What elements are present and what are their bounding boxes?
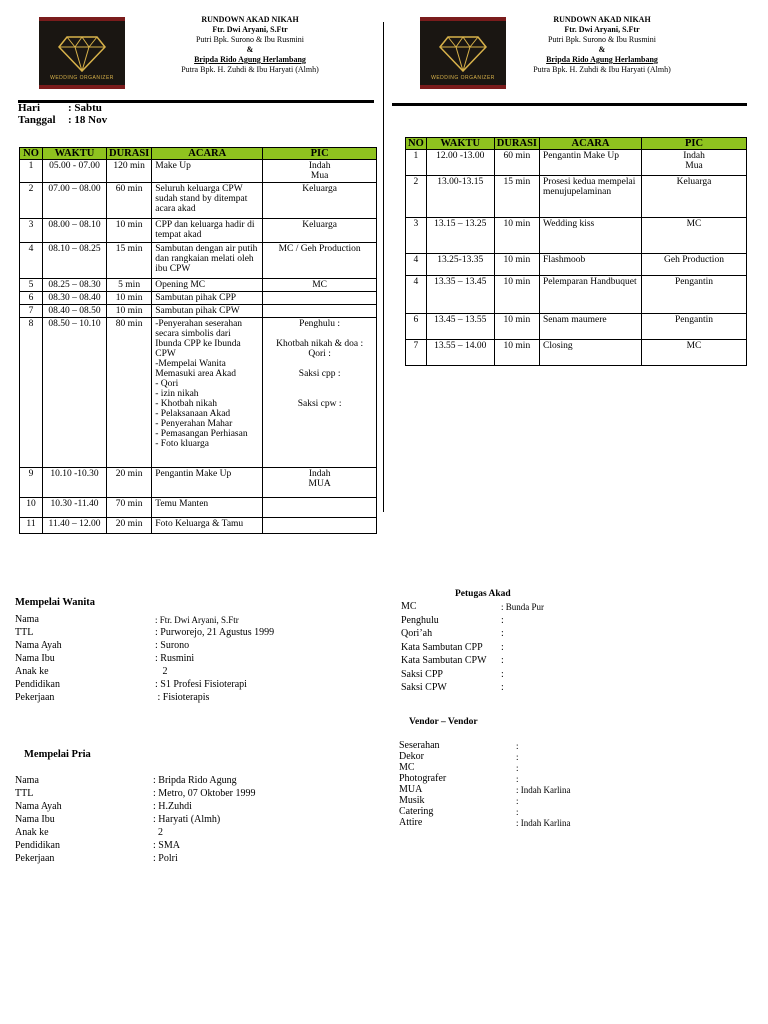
field-value: 2 — [155, 666, 168, 677]
list-item — [15, 692, 355, 705]
field-label: Nama Ayah — [15, 801, 62, 812]
mempelai-wanita-title: Mempelai Wanita — [15, 597, 96, 608]
logo-left — [39, 17, 125, 89]
cell-waktu: 08.10 – 08.25 — [43, 243, 107, 279]
cell-durasi: 10 min — [494, 218, 539, 254]
list-item — [401, 615, 741, 629]
cell-waktu: 08.50 – 10.10 — [43, 318, 107, 468]
table-row — [406, 150, 747, 176]
cell-acara: Pengantin Make Up — [540, 150, 642, 176]
cell-acara: -Penyerahan seserahan secara simbolis dari Ibunda CPP ke Ibunda CPW -Mempelai Wanita Memasuki area Akad - Qori - izin nikah - Khotbah nikah - Pelaksanaan Akad - Penyerahan Mahar - Pemasangan Perhiasan - Foto kluarga — [152, 318, 263, 468]
cell-pic: Keluarga — [263, 219, 377, 243]
cell-waktu: 13.15 – 13.25 — [426, 218, 494, 254]
mempelai-pria-title: Mempelai Pria — [24, 749, 91, 760]
cell-pic: Indah Mua — [642, 150, 747, 176]
field-label: Attire — [399, 817, 423, 828]
table-header — [406, 138, 747, 150]
cell-acara: Sambutan pihak CPW — [152, 305, 263, 318]
field-value: : — [501, 655, 504, 666]
table-row — [406, 276, 747, 314]
cell-no: 10 — [20, 498, 43, 518]
field-label: Musik — [399, 795, 425, 806]
list-item — [401, 682, 741, 696]
list-item — [401, 655, 741, 669]
rundown-table-left — [19, 147, 377, 534]
cell-pic: Keluarga — [263, 183, 377, 219]
cell-durasi: 60 min — [494, 150, 539, 176]
header-right — [502, 15, 702, 75]
field-label: Nama — [15, 775, 39, 786]
cell-waktu: 08.25 – 08.30 — [43, 279, 107, 292]
field-value: : Indah Karlina — [516, 818, 571, 828]
table-row — [20, 468, 377, 498]
cell-pic: Indah MUA — [263, 468, 377, 498]
cell-pic — [263, 518, 377, 534]
field-value: : Purworejo, 21 Agustus 1999 — [155, 627, 275, 638]
cell-durasi: 10 min — [107, 305, 152, 318]
list-item — [399, 751, 739, 762]
cell-pic — [263, 292, 377, 305]
field-label: Saksi CPW — [401, 682, 447, 693]
cell-no: 5 — [20, 279, 43, 292]
col-acara: ACARA — [540, 138, 642, 150]
table-row — [20, 498, 377, 518]
field-value: : Metro, 07 Oktober 1999 — [153, 788, 256, 799]
cell-pic: Pengantin — [642, 276, 747, 314]
cell-acara: Sambutan pihak CPP — [152, 292, 263, 305]
field-label: Kata Sambutan CPP — [401, 641, 483, 653]
cell-acara: Temu Manten — [152, 498, 263, 518]
bride-parents: Putri Bpk. Surono & Ibu Rusmini — [195, 35, 304, 44]
cell-durasi: 15 min — [494, 176, 539, 218]
field-value: : Bunda Pur — [501, 602, 545, 612]
cell-waktu: 10.10 -10.30 — [43, 468, 107, 498]
field-value: : — [516, 752, 519, 762]
header-left — [150, 15, 350, 75]
cell-waktu: 07.00 – 08.00 — [43, 183, 107, 219]
cell-acara: Sambutan dengan air putih dan rangkaian melati oleh ibu CPW — [152, 243, 263, 279]
field-label: Seserahan — [399, 740, 440, 751]
title: RUNDOWN AKAD NIKAH — [201, 15, 299, 24]
field-label: TTL — [15, 788, 34, 799]
field-label: Anak ke — [15, 827, 49, 838]
cell-acara: Pelemparan Handbuquet — [540, 276, 642, 314]
cell-acara: CPP dan keluarga hadir di tempat akad — [152, 219, 263, 243]
field-value: : — [516, 741, 519, 751]
list-item — [399, 762, 739, 773]
cell-durasi: 5 min — [107, 279, 152, 292]
list-item — [15, 775, 355, 788]
table-row — [406, 254, 747, 276]
cell-pic: Pengantin — [642, 314, 747, 340]
field-label: MUA — [399, 784, 423, 795]
field-value: : — [501, 614, 504, 626]
cell-waktu: 13.55 – 14.00 — [426, 340, 494, 366]
table-row — [20, 518, 377, 534]
groom-name: Bripda Rido Agung Herlambang — [546, 55, 658, 64]
table-row — [20, 292, 377, 305]
field-label: Dekor — [399, 751, 424, 762]
cell-waktu: 11.40 – 12.00 — [43, 518, 107, 534]
field-label: Catering — [399, 806, 434, 817]
cell-pic: Indah Mua — [263, 160, 377, 183]
table-row — [406, 176, 747, 218]
field-value: : Haryati (Almh) — [153, 814, 221, 825]
cell-acara: Closing — [540, 340, 642, 366]
list-item — [399, 773, 739, 784]
list-item — [399, 784, 739, 795]
cell-acara: Senam maumere — [540, 314, 642, 340]
hari-value: : Sabtu — [68, 102, 102, 114]
cell-acara: Opening MC — [152, 279, 263, 292]
field-label: Nama Ibu — [15, 653, 55, 664]
cell-pic: MC — [263, 279, 377, 292]
center-divider — [383, 22, 384, 512]
list-item — [15, 653, 355, 666]
list-item — [15, 788, 355, 801]
groom-parents: Putra Bpk. H. Zuhdi & Ibu Haryati (Almh) — [533, 65, 671, 74]
cell-pic: MC — [642, 340, 747, 366]
cell-no: 8 — [20, 318, 43, 468]
table-row — [406, 340, 747, 366]
cell-pic: MC — [642, 218, 747, 254]
cell-pic: Keluarga — [642, 176, 747, 218]
rundown-table-right — [405, 137, 747, 366]
list-item — [399, 817, 739, 828]
field-value: : — [516, 796, 519, 806]
cell-durasi: 20 min — [107, 518, 152, 534]
cell-no: 3 — [406, 218, 427, 254]
cell-waktu: 05.00 - 07.00 — [43, 160, 107, 183]
list-item — [399, 795, 739, 806]
cell-durasi: 120 min — [107, 160, 152, 183]
field-value: : — [501, 641, 504, 653]
list-item — [399, 740, 739, 751]
cell-waktu: 13.45 – 13.55 — [426, 314, 494, 340]
cell-waktu: 13.25-13.35 — [426, 254, 494, 276]
cell-pic: Penghulu : Khotbah nikah & doa : Qori : Saksi cpp : Saksi cpw : — [263, 318, 377, 468]
cell-no: 11 — [20, 518, 43, 534]
table-row — [20, 279, 377, 292]
cell-no: 1 — [406, 150, 427, 176]
cell-no: 4 — [406, 276, 427, 314]
field-label: Pekerjaan — [15, 853, 55, 864]
col-no: NO — [406, 138, 427, 150]
cell-waktu: 08.30 – 08.40 — [43, 292, 107, 305]
tanggal-value: : 18 Nov — [68, 114, 108, 126]
field-value: : — [516, 807, 519, 817]
cell-no: 9 — [20, 468, 43, 498]
table-row — [20, 183, 377, 219]
groom-name: Bripda Rido Agung Herlambang — [194, 55, 306, 64]
list-item — [15, 679, 355, 692]
logo-text: WEDDING ORGANIZER — [431, 75, 495, 81]
list-item — [15, 827, 355, 840]
field-value: : — [516, 774, 519, 784]
cell-durasi: 10 min — [494, 276, 539, 314]
field-label: Saksi CPP — [401, 668, 443, 680]
list-item — [401, 669, 741, 683]
table-row — [406, 218, 747, 254]
cell-waktu: 13.35 – 13.45 — [426, 276, 494, 314]
field-label: Pekerjaan — [15, 692, 55, 703]
day-info — [18, 102, 107, 126]
cell-no: 6 — [406, 314, 427, 340]
table-row — [20, 160, 377, 183]
list-item — [15, 666, 355, 679]
table-row — [20, 318, 377, 468]
list-item — [401, 642, 741, 656]
list-item — [15, 640, 355, 653]
cell-waktu: 13.00-13.15 — [426, 176, 494, 218]
col-acara: ACARA — [152, 148, 263, 160]
field-label: Penghulu — [401, 614, 439, 626]
table-row — [20, 305, 377, 318]
cell-no: 7 — [20, 305, 43, 318]
list-item — [15, 801, 355, 814]
logo-text: WEDDING ORGANIZER — [50, 75, 114, 81]
field-value: : SMA — [153, 840, 180, 851]
cell-acara: Seluruh keluarga CPW sudah stand by ditempat acara akad — [152, 183, 263, 219]
cell-no: 2 — [406, 176, 427, 218]
table-header — [20, 148, 377, 160]
cell-pic: MC / Geh Production — [263, 243, 377, 279]
cell-waktu: 10.30 -11.40 — [43, 498, 107, 518]
title: RUNDOWN AKAD NIKAH — [553, 15, 651, 24]
ampersand: & — [246, 45, 254, 54]
cell-durasi: 10 min — [494, 314, 539, 340]
cell-no: 7 — [406, 340, 427, 366]
cell-acara: Make Up — [152, 160, 263, 183]
cell-no: 4 — [20, 243, 43, 279]
cell-pic — [263, 305, 377, 318]
cell-no: 6 — [20, 292, 43, 305]
col-no: NO — [20, 148, 43, 160]
field-label: Nama — [15, 614, 39, 625]
list-item — [15, 627, 355, 640]
field-value: : Polri — [153, 853, 178, 864]
table-row — [20, 219, 377, 243]
cell-durasi: 20 min — [107, 468, 152, 498]
cell-acara: Foto Keluarga & Tamu — [152, 518, 263, 534]
ampersand: & — [598, 45, 606, 54]
field-value: : Surono — [155, 640, 190, 651]
field-value: : S1 Profesi Fisioterapi — [155, 679, 247, 690]
table-row — [406, 314, 747, 340]
tanggal-label: Tanggal — [18, 114, 56, 126]
col-durasi: DURASI — [107, 148, 152, 160]
bride-name: Ftr. Dwi Aryani, S.Ftr — [564, 25, 640, 34]
field-label: Photografer — [399, 773, 447, 784]
field-value: : — [501, 628, 504, 639]
field-value: : Fisioterapis — [155, 692, 210, 703]
list-item — [401, 628, 741, 642]
cell-waktu: 12.00 -13.00 — [426, 150, 494, 176]
field-value: : — [501, 668, 504, 680]
cell-acara: Flashmoob — [540, 254, 642, 276]
field-label: Qori’ah — [401, 628, 433, 639]
cell-durasi: 80 min — [107, 318, 152, 468]
cell-durasi: 10 min — [494, 254, 539, 276]
field-value: : H.Zuhdi — [153, 801, 192, 812]
cell-no: 1 — [20, 160, 43, 183]
cell-pic: Geh Production — [642, 254, 747, 276]
bride-parents: Putri Bpk. Surono & Ibu Rusmini — [547, 35, 656, 44]
col-pic: PIC — [263, 148, 377, 160]
field-label: MC — [401, 601, 417, 612]
col-pic: PIC — [642, 138, 747, 150]
field-label: Nama Ayah — [15, 640, 62, 651]
col-durasi: DURASI — [494, 138, 539, 150]
cell-durasi: 70 min — [107, 498, 152, 518]
logo-right — [420, 17, 506, 89]
field-label: Nama Ibu — [15, 814, 55, 825]
field-label: TTL — [15, 627, 34, 638]
cell-durasi: 15 min — [107, 243, 152, 279]
cell-no: 3 — [20, 219, 43, 243]
field-value: : Rusmini — [155, 653, 195, 664]
field-value: : — [501, 682, 504, 693]
list-item — [15, 614, 355, 627]
divider-right — [392, 103, 747, 106]
groom-parents: Putra Bpk. H. Zuhdi & Ibu Haryati (Almh) — [181, 65, 319, 74]
field-value: 2 — [153, 827, 163, 838]
cell-durasi: 10 min — [107, 292, 152, 305]
field-label: Pendidikan — [15, 840, 60, 851]
list-item — [15, 853, 355, 866]
cell-pic — [263, 498, 377, 518]
field-label: MC — [399, 762, 415, 773]
hari-label: Hari — [18, 102, 40, 114]
list-item — [15, 814, 355, 827]
list-item — [15, 840, 355, 853]
table-row — [20, 243, 377, 279]
cell-waktu: 08.00 – 08.10 — [43, 219, 107, 243]
list-item — [399, 806, 739, 817]
list-item — [401, 601, 741, 615]
col-waktu: WAKTU — [43, 148, 107, 160]
cell-durasi: 60 min — [107, 183, 152, 219]
col-waktu: WAKTU — [426, 138, 494, 150]
cell-no: 2 — [20, 183, 43, 219]
field-label: Kata Sambutan CPW — [401, 655, 487, 666]
cell-acara: Wedding kiss — [540, 218, 642, 254]
field-value: : Ftr. Dwi Aryani, S.Ftr — [155, 615, 239, 625]
field-label: Anak ke — [15, 666, 49, 677]
cell-durasi: 10 min — [107, 219, 152, 243]
petugas-title: Petugas Akad — [455, 589, 511, 599]
cell-acara: Prosesi kedua mempelai menujupelaminan — [540, 176, 642, 218]
cell-acara: Pengantin Make Up — [152, 468, 263, 498]
bride-name: Ftr. Dwi Aryani, S.Ftr — [212, 25, 288, 34]
field-value: : — [516, 763, 519, 773]
cell-waktu: 08.40 – 08.50 — [43, 305, 107, 318]
vendor-title: Vendor – Vendor — [409, 717, 478, 727]
field-value: : Indah Karlina — [516, 785, 571, 795]
cell-no: 4 — [406, 254, 427, 276]
cell-durasi: 10 min — [494, 340, 539, 366]
field-value: : Bripda Rido Agung — [153, 775, 237, 786]
field-label: Pendidikan — [15, 679, 60, 690]
